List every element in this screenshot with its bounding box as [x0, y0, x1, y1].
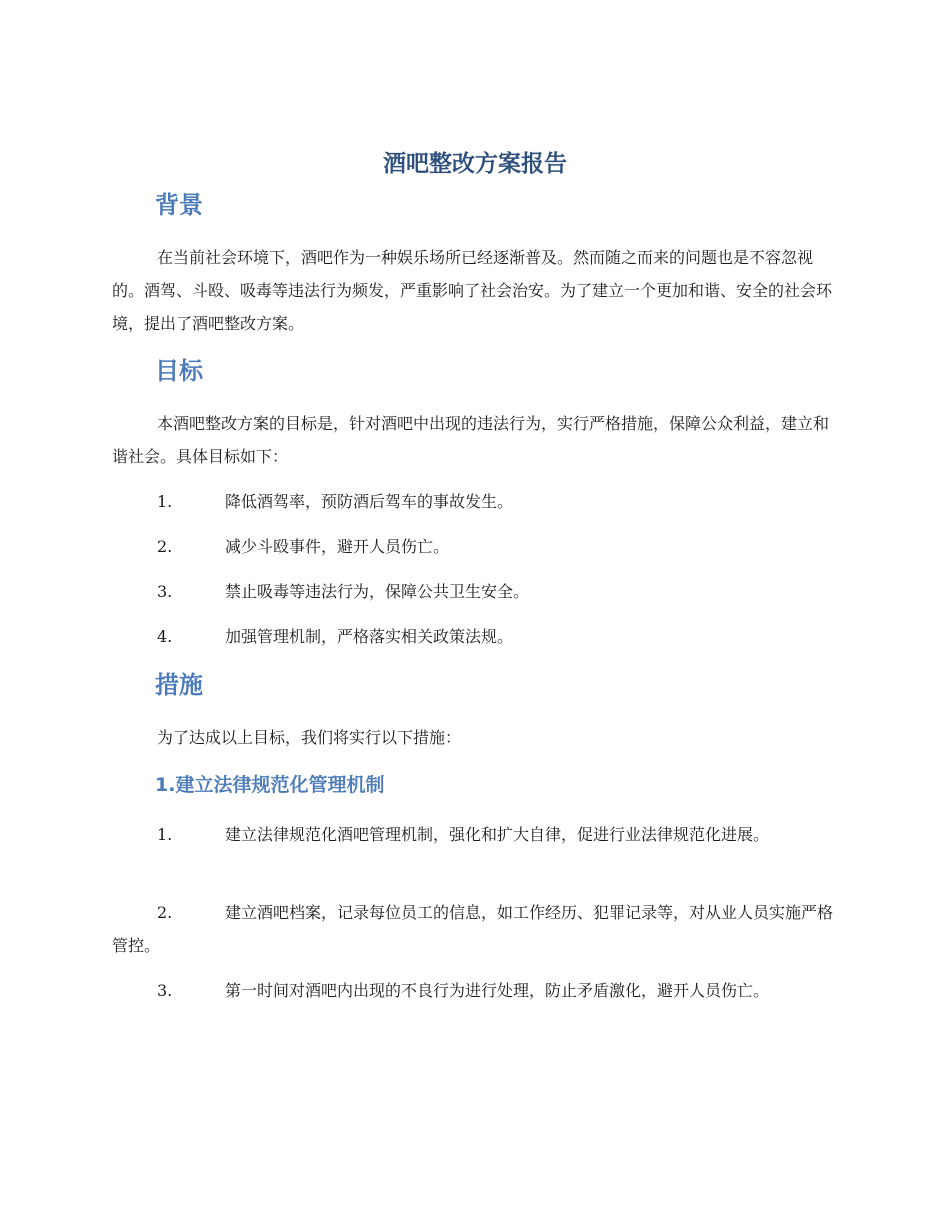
list-item-text: 第一时间对酒吧内出现的不良行为进行处理，防止矛盾激化，避开人员伤亡。 [225, 981, 770, 1000]
heading-goals: 目标 [155, 357, 203, 385]
list-item-number: 2. [157, 537, 173, 556]
list-item-text: 加强管理机制，严格落实相关政策法规。 [225, 627, 514, 646]
heading-background: 背景 [155, 191, 203, 219]
list-item-number: 1. [157, 825, 173, 844]
list-item-number: 4. [157, 627, 173, 646]
list-item [112, 485, 842, 518]
list-item-number: 2. [157, 903, 173, 922]
document-title: 酒吧整改方案报告 [383, 151, 567, 177]
list-item-number: 3. [157, 981, 173, 1000]
list-item [112, 896, 842, 962]
heading-measures: 措施 [155, 671, 203, 699]
list-item-text: 建立酒吧档案，记录每位员工的信息，如工作经历、犯罪记录等，对从业人员实施严格管控。 [112, 903, 834, 955]
list-item-number: 3. [157, 582, 173, 601]
list-item [112, 530, 842, 563]
list-item-number: 1. [157, 492, 173, 511]
list-item-text: 减少斗殴事件，避开人员伤亡。 [225, 537, 450, 556]
list-item [112, 575, 842, 608]
list-item-text: 建立法律规范化酒吧管理机制，强化和扩大自律，促进行业法律规范化进展。 [225, 825, 770, 844]
list-item-text: 禁止吸毒等违法行为，保障公共卫生安全。 [225, 582, 530, 601]
measures-paragraph: 为了达成以上目标，我们将实行以下措施： [157, 728, 462, 747]
list-item-text: 降低酒驾率，预防酒后驾车的事故发生。 [225, 492, 514, 511]
subheading-legal-mechanism: 1.建立法律规范化管理机制 [155, 774, 385, 796]
list-item [112, 974, 842, 1007]
list-item [112, 818, 842, 851]
background-paragraph: 在当前社会环境下，酒吧作为一种娱乐场所已经逐渐普及。然而随之而来的问题也是不容忽视的。酒驾、斗殴、吸毒等违法行为频发，严重影响了社会治安。为了建立一个更加和谐、安全的社会环境，提出了酒吧整改方案。 [112, 248, 833, 333]
list-item [112, 620, 842, 653]
goals-paragraph: 本酒吧整改方案的目标是，针对酒吧中出现的违法行为，实行严格措施，保障公众利益，建立和谐社会。具体目标如下： [112, 414, 830, 466]
